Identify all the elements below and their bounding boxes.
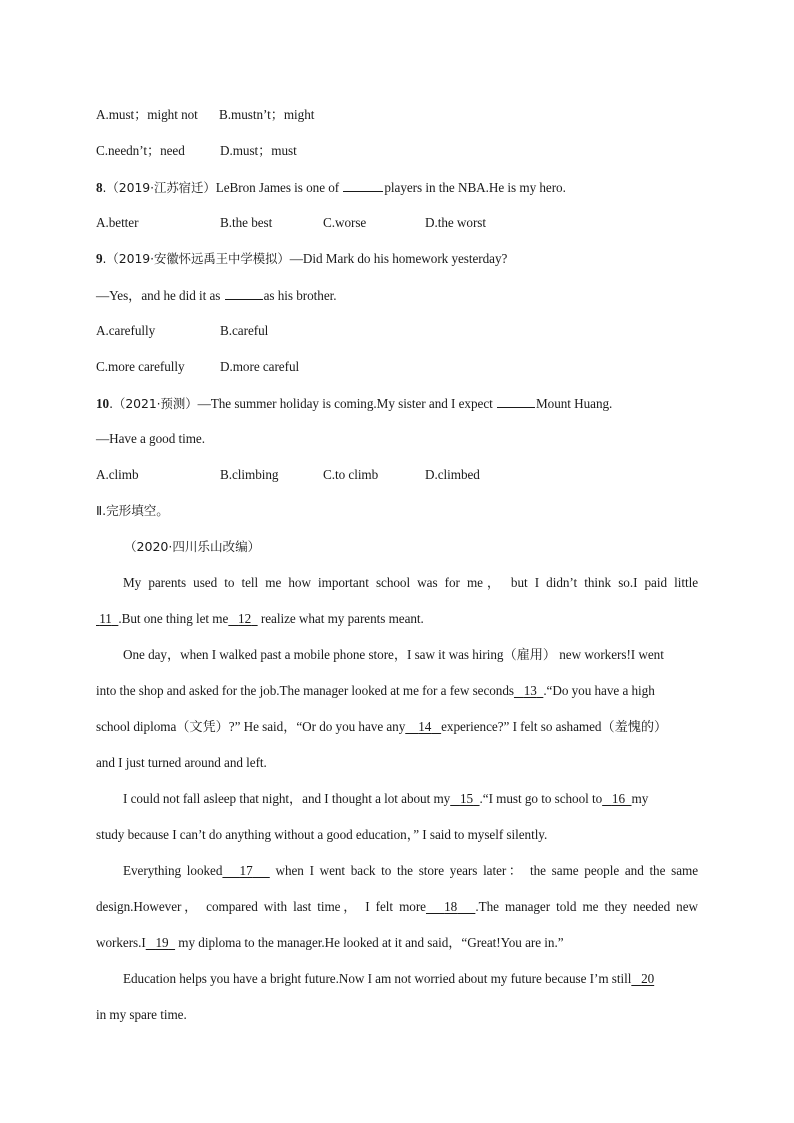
q10-number: 10 bbox=[96, 396, 110, 411]
passage-text: my bbox=[631, 791, 649, 806]
q9-number: 9 bbox=[96, 251, 103, 266]
q8-option-a: A.better bbox=[96, 215, 139, 230]
blank-17: 17 bbox=[239, 863, 253, 878]
passage-text: .But one thing let me bbox=[118, 611, 229, 626]
q8-number: 8 bbox=[96, 180, 103, 195]
passage-p3-line2: study because I can’t do anything without a good education，” I said to myself silently. bbox=[96, 827, 548, 842]
q9-option-d: D.more careful bbox=[220, 359, 300, 374]
passage-text: Everything looked bbox=[123, 863, 223, 878]
blank-20: 20 bbox=[641, 971, 655, 986]
blank-18: 18 bbox=[444, 899, 458, 914]
q8-stem-text: LeBron James is one of bbox=[215, 180, 343, 195]
passage-text: .The manager told me they needed new bbox=[475, 899, 698, 914]
q9-option-a: A.carefully bbox=[96, 323, 156, 338]
passage-p5-line1 bbox=[123, 970, 654, 988]
passage-text: .“I must go to school to bbox=[479, 791, 603, 806]
q10-option-a: A.climb bbox=[96, 467, 139, 482]
q9-options-row2 bbox=[96, 358, 299, 376]
passage-text: when I went back to the store years later： the same people and the same bbox=[269, 863, 699, 878]
q10-stem-text: —The summer holiday is coming.My sister and I expect bbox=[197, 396, 496, 411]
q10-option-b: B.climbing bbox=[220, 467, 279, 482]
passage-p1-line2 bbox=[96, 610, 424, 628]
q7-option-b: B.mustn’t；might bbox=[219, 107, 315, 122]
q7-options-row1 bbox=[96, 106, 314, 124]
q9-option-b: B.careful bbox=[220, 323, 269, 338]
q9-stem bbox=[96, 250, 507, 268]
q9-options-row1 bbox=[96, 322, 268, 340]
q10-blank bbox=[497, 394, 535, 408]
passage-p4-line3 bbox=[96, 934, 564, 952]
passage-text: workers.I bbox=[96, 935, 146, 950]
passage-p2-line2 bbox=[96, 682, 655, 700]
blank-14: 14 bbox=[418, 719, 432, 734]
q7-options-row2 bbox=[96, 142, 297, 160]
q9-line2 bbox=[96, 286, 336, 305]
passage-text: school diploma（文凭）?” He said，“Or do you have any bbox=[96, 719, 406, 734]
q8-option-d: D.the worst bbox=[425, 215, 486, 230]
blank-12: 12 bbox=[238, 611, 252, 626]
q10-stem bbox=[96, 394, 612, 413]
q10-stem-text-end: Mount Huang. bbox=[535, 396, 613, 411]
passage-text: into the shop and asked for the job.The manager looked at me for a few seconds bbox=[96, 683, 514, 698]
q8-options bbox=[96, 214, 486, 232]
q8-blank bbox=[343, 178, 383, 192]
q8-source: .（2019·江苏宿迁） bbox=[102, 180, 216, 195]
q8-option-b: B.the best bbox=[220, 215, 273, 230]
q10-option-d: D.climbed bbox=[425, 467, 480, 482]
passage-text: realize what my parents meant. bbox=[257, 611, 424, 626]
q7-option-c: C.needn’t；need bbox=[96, 143, 185, 158]
section2-source: （2020·四川乐山改编） bbox=[124, 539, 261, 554]
section2-title: Ⅱ.完形填空。 bbox=[96, 503, 169, 518]
passage-text: Education helps you have a bright future.Now I am not worried about my future because I’m still bbox=[123, 971, 632, 986]
q10-source: .（2021·预测） bbox=[109, 396, 198, 411]
q8-option-c: C.worse bbox=[323, 215, 367, 230]
blank-11: 11 bbox=[99, 611, 112, 626]
q9-option-c: C.more carefully bbox=[96, 359, 185, 374]
q9-source: .（2019·安徽怀远禹王中学模拟） bbox=[102, 251, 290, 266]
q9-blank bbox=[225, 286, 263, 300]
passage-text: experience?” I felt so ashamed（羞愧的） bbox=[441, 719, 668, 734]
blank-19: 19 bbox=[155, 935, 169, 950]
q10-option-c: C.to climb bbox=[323, 467, 379, 482]
q8-stem bbox=[96, 178, 566, 197]
passage-p2-line3 bbox=[96, 718, 667, 736]
blank-13: 13 bbox=[523, 683, 537, 698]
passage-p3-line1 bbox=[123, 790, 648, 808]
q10-line2: —Have a good time. bbox=[96, 431, 205, 446]
passage-text: .“Do you have a high bbox=[543, 683, 655, 698]
passage-p4-line1 bbox=[123, 862, 698, 880]
passage-p4-line2 bbox=[96, 898, 698, 916]
passage-p5-line2: in my spare time. bbox=[96, 1007, 187, 1022]
q9-line2-text-end: as his brother. bbox=[263, 288, 337, 303]
passage-text: I could not fall asleep that night，and I thought a lot about my bbox=[123, 791, 451, 806]
blank-16: 16 bbox=[611, 791, 625, 806]
passage-p2-line1: One day，when I walked past a mobile phone store，I saw it was hiring（雇用） new workers!I went bbox=[123, 647, 664, 662]
q7-option-a: A.must；might not bbox=[96, 107, 198, 122]
q10-options bbox=[96, 466, 480, 484]
q7-option-d: D.must；must bbox=[220, 143, 297, 158]
passage-text: my diploma to the manager.He looked at it and said，“Great!You are in.” bbox=[175, 935, 564, 950]
passage-p2-line4: and I just turned around and left. bbox=[96, 755, 267, 770]
q9-line2-text: —Yes，and he did it as bbox=[96, 288, 224, 303]
passage-text: design.However， compared with last time， I felt more bbox=[96, 899, 426, 914]
blank-15: 15 bbox=[459, 791, 474, 806]
q9-stem-text: —Did Mark do his homework yesterday? bbox=[289, 251, 508, 266]
passage-p1-line1: My parents used to tell me how important school was for me， but I didn’t think so.I paid little bbox=[123, 575, 698, 590]
q8-stem-text-end: players in the NBA.He is my hero. bbox=[384, 180, 566, 195]
